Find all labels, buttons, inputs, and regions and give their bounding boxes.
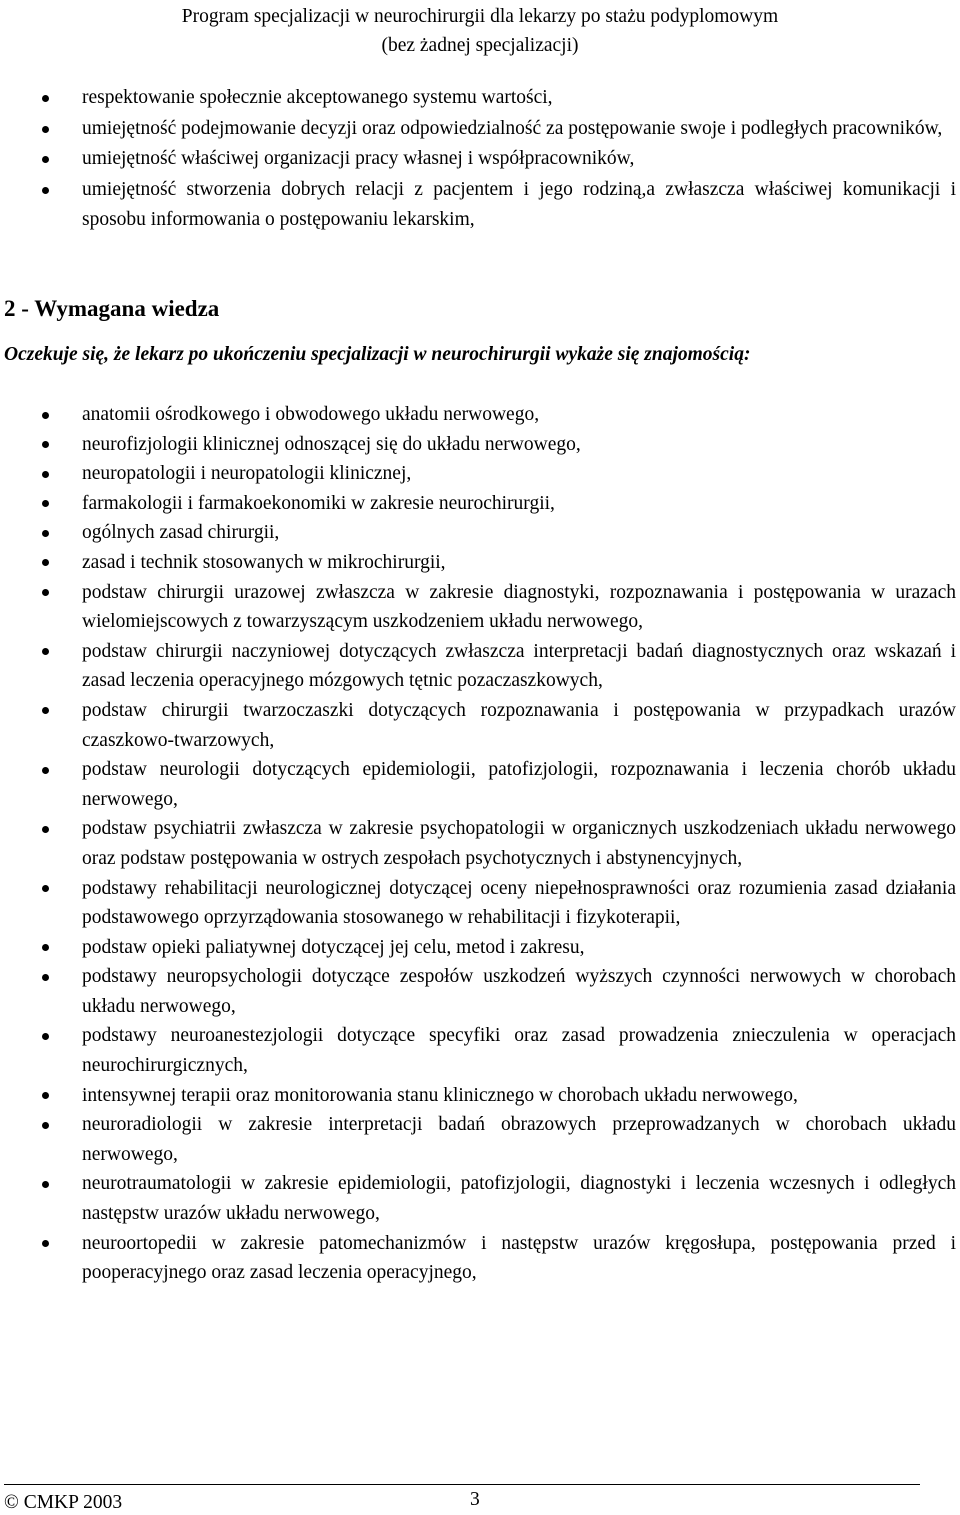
bullet-icon [42,1122,49,1129]
list-item-text: umiejętność właściwej organizacji pracy własnej i współpracowników, [82,148,635,169]
list-item [0,175,960,236]
list-item [0,400,960,430]
footer-copyright: © CMKP 2003 [4,1492,123,1513]
bullet-icon [42,1181,49,1188]
list-item [0,548,960,578]
bullet-icon [42,471,49,478]
list-item-text: respektowanie społecznie akceptowanego systemu wartości, [82,87,553,108]
list-item [0,933,960,963]
header-title: Program specjalizacji w neurochirurgii dla lekarzy po stażu podyplomowym [181,6,779,27]
list-item [0,696,960,755]
list-item [0,114,960,145]
list-item [0,1021,960,1080]
list-item-text: neurotraumatologii w zakresie epidemiologii, patofizjologii, diagnostyki i leczenia wczesnych i odległych następstw urazów układu nerwowego, [82,1173,956,1225]
list-item [0,489,960,519]
list-item [0,1229,960,1288]
list-item-text: neuropatologii i neuropatologii klinicznej, [82,463,412,485]
list-item [0,518,960,548]
list-item-text: umiejętność stworzenia dobrych relacji z pacjentem i jego rodziną,a zwłaszcza właściwej komunikacji i sposobu informowania o postępowaniu lekarskim, [82,178,956,230]
bullet-icon [42,441,49,448]
bullet-icon [42,187,49,194]
bullet-icon [42,500,49,507]
list-item-text: podstaw chirurgii twarzoczaszki dotyczących rozpoznawania i postępowania w przypadkach urazów czaszkowo-twarzowych, [82,699,956,751]
list-item [0,144,960,175]
list-item-text: zasad i technik stosowanych w mikrochirurgii, [82,551,446,573]
bullet-icon [42,559,49,566]
list-item-text: ogólnych zasad chirurgii, [82,522,280,544]
list-item [0,83,960,114]
bullet-icon [42,1092,49,1099]
list-item [0,1081,960,1111]
section-heading: 2 - Wymagana wiedza [4,296,220,321]
bullet-icon [42,156,49,163]
list-item-text: podstaw neurologii dotyczących epidemiologii, patofizjologii, rozpoznawania i leczenia chorób układu nerwowego, [82,759,956,810]
list-item [0,755,960,814]
footer-divider [4,1484,920,1485]
list-item-text: podstawy neuropsychologii dotyczące zespołów uszkodzeń wyższych czynności nerwowych w chorobach układu nerwowego, [82,966,956,1017]
bullet-icon [42,95,49,102]
bullet-icon [42,1240,49,1247]
list-item-text: neurofizjologii klinicznej odnoszącej się do układu nerwowego, [82,433,581,455]
list-item [0,1169,960,1228]
bullet-icon [42,1033,49,1040]
list-item [0,814,960,873]
list-item [0,1110,960,1169]
list-item [0,874,960,933]
bullet-icon [42,126,49,133]
list-item [0,578,960,637]
list-item-text: umiejętność podejmowanie decyzji oraz odpowiedzialność za postępowanie swoje i podległych pracowników, [82,117,943,139]
list-item [0,430,960,460]
list-item-text: podstaw opieki paliatywnej dotyczącej jej celu, metod i zakresu, [82,936,585,958]
bullet-icon [42,707,49,714]
list-item [0,637,960,696]
list-item-text: podstawy neuroanestezjologii dotyczące specyfiki oraz zasad prowadzenia znieczulenia w operacjach neurochirurgicznych, [82,1025,956,1077]
bullet-icon [42,826,49,833]
list-item-text: podstaw psychiatrii zwłaszcza w zakresie psychopatologii w organicznych uszkodzeniach układu nerwowego oraz podstaw postępowania w ostrych zespołach psychotycznych i abstynencyjnych, [82,818,956,869]
section-intro: Oczekuje się, że lekarz po ukończeniu specjalizacji w neurochirurgii wykaże się znajomością: [4,344,751,365]
list-item-text: podstaw chirurgii urazowej zwłaszcza w zakresie diagnostyki, rozpoznawania i postępowania w urazach wielomiejscowych z towarzyszącym uszkodzeniem układu nerwowego, [82,581,956,633]
bullet-icon [42,589,49,596]
list-item-text: podstaw chirurgii naczyniowej dotyczących zwłaszcza interpretacji badań diagnostycznych oraz wskazań i zasad leczenia operacyjnego mózgowych tętnic pozaczaszkowych, [82,640,956,692]
list-item [0,962,960,1021]
list-item-text: podstawy rehabilitacji neurologicznej dotyczącej oceny niepełnosprawności oraz rozumienia zasad działania podstawowego oprzyrządowania stosowanego w rehabilitacji i fizykoterapii, [82,877,956,929]
list-item-text: intensywnej terapii oraz monitorowania stanu klinicznego w chorobach układu nerwowego, [82,1084,798,1106]
bullet-icon [42,412,49,419]
page-number: 3 [470,1489,480,1510]
bullet-icon [42,648,49,655]
bullet-icon [42,530,49,537]
list-item-text: anatomii ośrodkowego i obwodowego układu nerwowego, [82,404,540,425]
bullet-icon [42,885,49,892]
list-item-text: neuroortopedii w zakresie patomechanizmów i następstw urazów kręgosłupa, postępowania przed i pooperacyjnego oraz zasad leczenia operacyjnego, [82,1232,956,1284]
page-header [0,2,960,60]
bullet-icon [42,767,49,774]
list-item-text: farmakologii i farmakoekonomiki w zakresie neurochirurgii, [82,492,555,514]
knowledge-list [0,400,960,1288]
bullet-icon [42,944,49,951]
list-item-text: neuroradiologii w zakresie interpretacji badań obrazowych przeprowadzanych w chorobach układu nerwowego, [82,1114,956,1165]
bullet-icon [42,974,49,981]
skills-list [0,83,960,236]
list-item [0,459,960,489]
header-subtitle: (bez żadnej specjalizacji) [381,35,579,56]
